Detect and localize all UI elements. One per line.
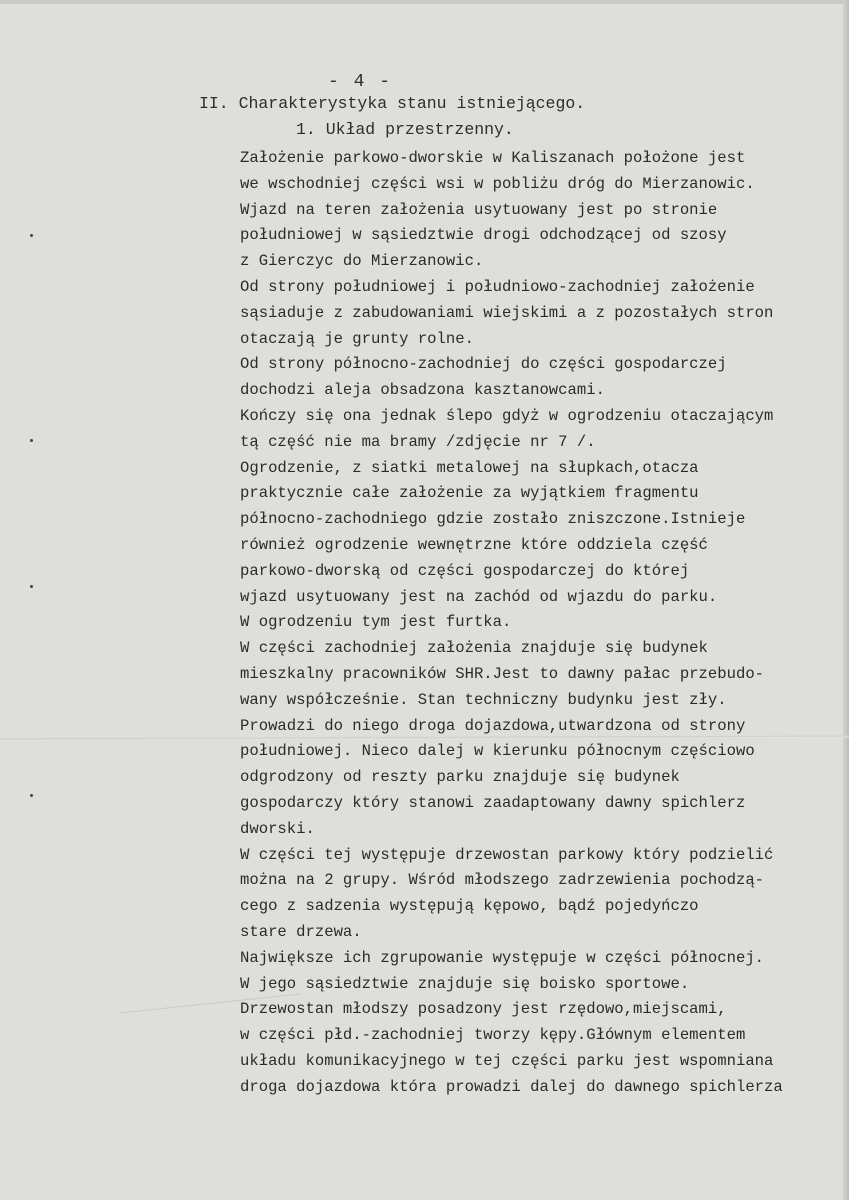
text-line: z Gierczyc do Mierzanowic. — [240, 252, 484, 271]
section-heading: II. Charakterystyka stanu istniejącego. — [199, 94, 586, 113]
text-line: mieszkalny pracowników SHR.Jest to dawny pałac przebudo- — [240, 664, 765, 683]
text-line: można na 2 grupy. Wśród młodszego zadrzewienia pochodzą- — [240, 871, 765, 890]
margin-mark — [30, 585, 33, 588]
subsection-heading: 1. Układ przestrzenny. — [296, 120, 514, 139]
text-line: Prowadzi do niego droga dojazdowa,utwardzona od strony — [240, 716, 746, 735]
text-line: również ogrodzenie wewnętrzne które oddziela część — [240, 535, 708, 554]
text-line: we wschodniej części wsi w pobliżu dróg do Mierzanowic. — [240, 174, 755, 193]
text-line: Największe ich zgrupowanie występuje w części północnej. — [240, 948, 765, 967]
text-line: Od strony północno-zachodniej do części gospodarczej — [240, 355, 727, 374]
text-line: południowej. Nieco dalej w kierunku północnym częściowo — [240, 742, 755, 761]
margin-mark — [30, 794, 33, 797]
text-line: Od strony południowej i południowo-zachodniej założenie — [240, 277, 755, 296]
text-line: gospodarczy który stanowi zaadaptowany dawny spichlerz — [240, 793, 746, 812]
text-line: Ogrodzenie, z siatki metalowej na słupkach,otacza — [240, 458, 699, 477]
text-line: odgrodzony od reszty parku znajduje się budynek — [240, 768, 680, 787]
text-line: parkowo-dworską od części gospodarczej do której — [240, 561, 690, 580]
page-number: - 4 - — [327, 72, 392, 92]
text-line: W części tej występuje drzewostan parkowy który podzielić — [240, 845, 774, 864]
margin-mark — [30, 234, 33, 237]
text-line: W jego sąsiedztwie znajduje się boisko sportowe. — [240, 974, 690, 993]
text-line: stare drzewa. — [240, 922, 362, 941]
body-text — [240, 146, 783, 1100]
text-line: W części zachodniej założenia znajduje się budynek — [240, 639, 708, 658]
text-line: Wjazd na teren założenia usytuowany jest po stronie — [240, 200, 718, 219]
text-line: wany współcześnie. Stan techniczny budynku jest zły. — [240, 690, 727, 709]
text-line: droga dojazdowa która prowadzi dalej do dawnego spichlerza — [240, 1077, 783, 1096]
text-line: cego z sadzenia występują kępowo, bądź pojedyńczo — [240, 897, 699, 916]
margin-mark — [30, 439, 33, 442]
text-line: w części płd.-zachodniej tworzy kępy.Głównym elementem — [240, 1026, 746, 1045]
text-line: wjazd usytuowany jest na zachód od wjazdu do parku. — [240, 587, 718, 606]
text-line: dworski. — [240, 819, 315, 838]
page-top-edge — [0, 0, 849, 4]
text-line: sąsiaduje z zabudowaniami wiejskimi a z pozostałych stron — [240, 303, 774, 322]
text-line: Kończy się ona jednak ślepo gdyż w ogrodzeniu otaczającym — [240, 406, 774, 425]
page-right-edge — [843, 0, 849, 1200]
text-line: dochodzi aleja obsadzona kasztanowcami. — [240, 381, 605, 400]
text-line: tą część nie ma bramy /zdjęcie nr 7 /. — [240, 432, 596, 451]
text-line: Drzewostan młodszy posadzony jest rzędowo,miejscami, — [240, 1000, 727, 1019]
text-line: układu komunikacyjnego w tej części parku jest wspomniana — [240, 1051, 774, 1070]
text-line: W ogrodzeniu tym jest furtka. — [240, 613, 512, 632]
text-line: północno-zachodniego gdzie zostało zniszczone.Istnieje — [240, 510, 746, 529]
text-line: południowej w sąsiedztwie drogi odchodzącej od szosy — [240, 226, 727, 245]
text-line: otaczają je grunty rolne. — [240, 329, 474, 348]
text-line: Założenie parkowo-dworskie w Kaliszanach położone jest — [240, 149, 746, 167]
text-line: praktycznie całe założenie za wyjątkiem fragmentu — [240, 484, 699, 503]
